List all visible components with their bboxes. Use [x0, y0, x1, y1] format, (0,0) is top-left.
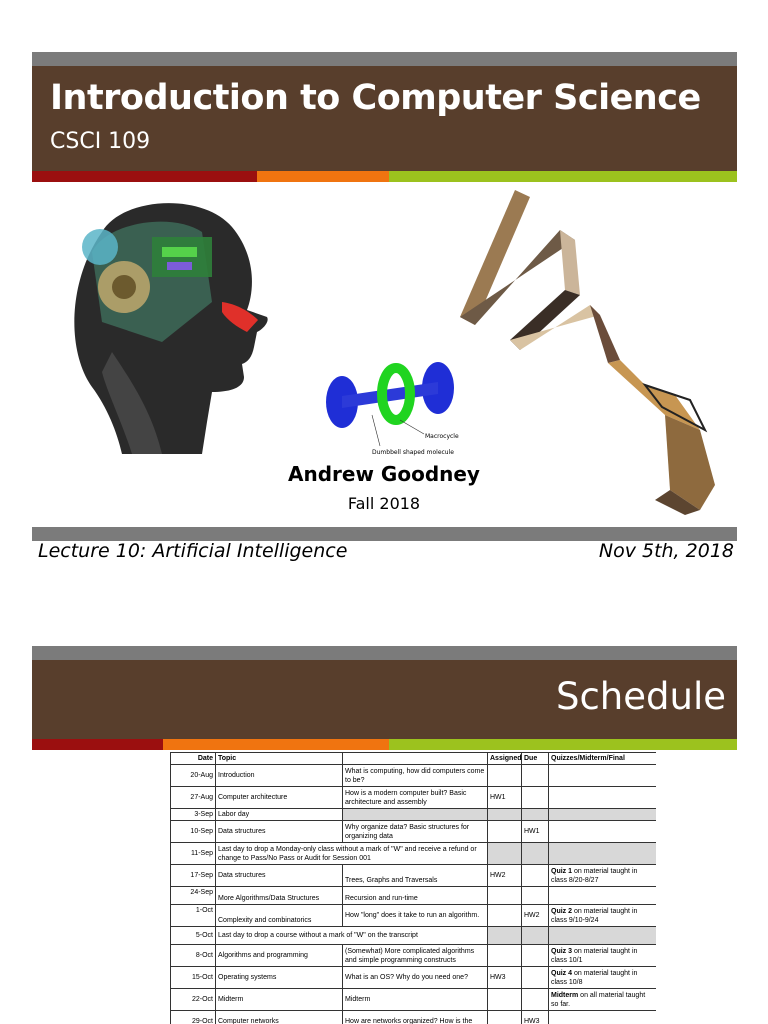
row-date: 17-Sep — [171, 865, 216, 887]
row-due — [522, 843, 549, 865]
row-date: 10-Sep — [171, 821, 216, 843]
row-date: 5-Oct — [171, 927, 216, 945]
table-row — [171, 865, 657, 887]
table-row — [171, 887, 657, 905]
row-description: Trees, Graphs and Traversals — [343, 865, 488, 887]
cyborg-head-illustration — [62, 192, 274, 457]
row-assigned — [488, 905, 522, 927]
row-assigned: HW1 — [488, 787, 522, 809]
row-date: 3-Sep — [171, 809, 216, 821]
schedule-title: Schedule — [555, 675, 726, 718]
row-due — [522, 989, 549, 1011]
table-row — [171, 821, 657, 843]
row-description: Why organize data? Basic structures for organizing data — [343, 821, 488, 843]
row-topic: Operating systems — [216, 967, 343, 989]
row-quiz-text: on material taught in class 9/10-9/24 — [551, 907, 638, 924]
row-topic: More Algorithms/Data Structures — [216, 887, 343, 905]
title-slide-top-bar — [32, 52, 737, 66]
row-date: 24-Sep — [171, 887, 216, 905]
macrocycle-label: Macrocycle — [425, 433, 459, 440]
row-assigned — [488, 843, 522, 865]
table-row — [171, 989, 657, 1011]
slide-title: Introduction to Computer Science — [50, 78, 701, 118]
row-topic: Data structures — [216, 821, 343, 843]
row-quiz — [549, 967, 657, 989]
header-due: Due — [522, 753, 549, 765]
row-quiz-bold: Quiz 2 — [551, 907, 573, 915]
table-row — [171, 1011, 657, 1024]
row-topic: Data structures — [216, 865, 343, 887]
dumbbell-label: Dumbbell shaped molecule — [372, 449, 454, 456]
header-description — [343, 753, 488, 765]
table-header-row — [171, 753, 657, 765]
row-topic: Midterm — [216, 989, 343, 1011]
row-due — [522, 787, 549, 809]
row-quiz — [549, 865, 657, 887]
semester: Fall 2018 — [347, 494, 421, 513]
row-quiz — [549, 905, 657, 927]
row-description: How are networks organized? How is the — [343, 1011, 488, 1024]
row-due: HW1 — [522, 821, 549, 843]
row-due — [522, 927, 549, 945]
course-code: CSCI 109 — [50, 129, 151, 154]
row-date: 15-Oct — [171, 967, 216, 989]
dumbbell-molecule-illustration — [320, 360, 460, 460]
row-topic: Complexity and combinatorics — [216, 905, 343, 927]
color-stripe — [32, 171, 737, 182]
schedule-color-stripe — [32, 739, 737, 750]
row-due — [522, 945, 549, 967]
row-assigned — [488, 765, 522, 787]
row-quiz-bold: Quiz 1 — [551, 867, 573, 875]
row-quiz — [549, 927, 657, 945]
row-date: 8-Oct — [171, 945, 216, 967]
row-quiz-text: on material taught in class 10/8 — [551, 969, 638, 986]
row-topic: Last day to drop a course without a mark of "W" on the transcript — [216, 927, 488, 945]
row-due — [522, 967, 549, 989]
row-date: 29-Oct — [171, 1011, 216, 1024]
header-topic: Topic — [216, 753, 343, 765]
row-assigned — [488, 887, 522, 905]
row-date: 20-Aug — [171, 765, 216, 787]
row-quiz — [549, 809, 657, 821]
row-quiz — [549, 765, 657, 787]
row-description: What is an OS? Why do you need one? — [343, 967, 488, 989]
header-assigned: Assigned — [488, 753, 522, 765]
row-topic: Last day to drop a Monday-only class without a mark of "W" and receive a refund or change to Pass/No Pass or Audit for Session 001 — [216, 843, 488, 865]
row-due — [522, 809, 549, 821]
row-topic: Computer architecture — [216, 787, 343, 809]
row-topic: Computer networks — [216, 1011, 343, 1024]
lecture-title: Lecture 10: Artificial Intelligence — [38, 540, 348, 562]
row-due — [522, 865, 549, 887]
row-quiz-bold: Midterm — [551, 991, 579, 999]
row-quiz-text: on all material taught so far. — [551, 991, 646, 1008]
row-quiz — [549, 787, 657, 809]
schedule-table-container — [170, 752, 656, 1024]
row-due — [522, 765, 549, 787]
row-quiz-bold: Quiz 3 — [551, 947, 573, 955]
table-row — [171, 945, 657, 967]
row-description: Recursion and run-time — [343, 887, 488, 905]
row-description: What is computing, how did computers come to be? — [343, 765, 488, 787]
row-topic: Introduction — [216, 765, 343, 787]
row-quiz — [549, 821, 657, 843]
row-quiz-text: on material taught in class 10/1 — [551, 947, 638, 964]
row-date: 1-Oct — [171, 905, 216, 927]
table-row — [171, 843, 657, 865]
row-assigned — [488, 821, 522, 843]
row-date: 11-Sep — [171, 843, 216, 865]
row-assigned — [488, 989, 522, 1011]
row-assigned — [488, 945, 522, 967]
row-quiz — [549, 887, 657, 905]
row-quiz — [549, 989, 657, 1011]
row-assigned — [488, 809, 522, 821]
row-topic: Labor day — [216, 809, 343, 821]
row-description: (Somewhat) More complicated algorithms and simple programming constructs — [343, 945, 488, 967]
row-due: HW3 — [522, 1011, 549, 1024]
schedule-slide-top-bar — [32, 646, 737, 660]
row-quiz — [549, 843, 657, 865]
table-row — [171, 809, 657, 821]
row-due — [522, 887, 549, 905]
row-assigned: HW3 — [488, 967, 522, 989]
row-description: How is a modern computer built? Basic architecture and assembly — [343, 787, 488, 809]
row-quiz — [549, 945, 657, 967]
row-quiz-bold: Quiz 4 — [551, 969, 573, 977]
table-row — [171, 967, 657, 989]
lecture-date: Nov 5th, 2018 — [598, 540, 734, 562]
row-description: How "long" does it take to run an algorithm. — [343, 905, 488, 927]
row-assigned: HW2 — [488, 865, 522, 887]
table-row — [171, 765, 657, 787]
row-quiz — [549, 1011, 657, 1024]
row-date: 27-Aug — [171, 787, 216, 809]
table-row — [171, 905, 657, 927]
table-row — [171, 787, 657, 809]
title-slide-bottom-bar — [32, 527, 737, 541]
header-quizzes: Quizzes/Midterm/Final — [549, 753, 657, 765]
row-description: Midterm — [343, 989, 488, 1011]
schedule-table — [170, 752, 656, 1024]
header-date: Date — [171, 753, 216, 765]
row-quiz-text: on material taught in class 8/20-8/27 — [551, 867, 638, 884]
table-row — [171, 927, 657, 945]
row-date: 22-Oct — [171, 989, 216, 1011]
author-name: Andrew Goodney — [288, 462, 480, 486]
row-due: HW2 — [522, 905, 549, 927]
row-assigned — [488, 927, 522, 945]
row-topic: Algorithms and programming — [216, 945, 343, 967]
row-description — [343, 809, 488, 821]
row-assigned — [488, 1011, 522, 1024]
